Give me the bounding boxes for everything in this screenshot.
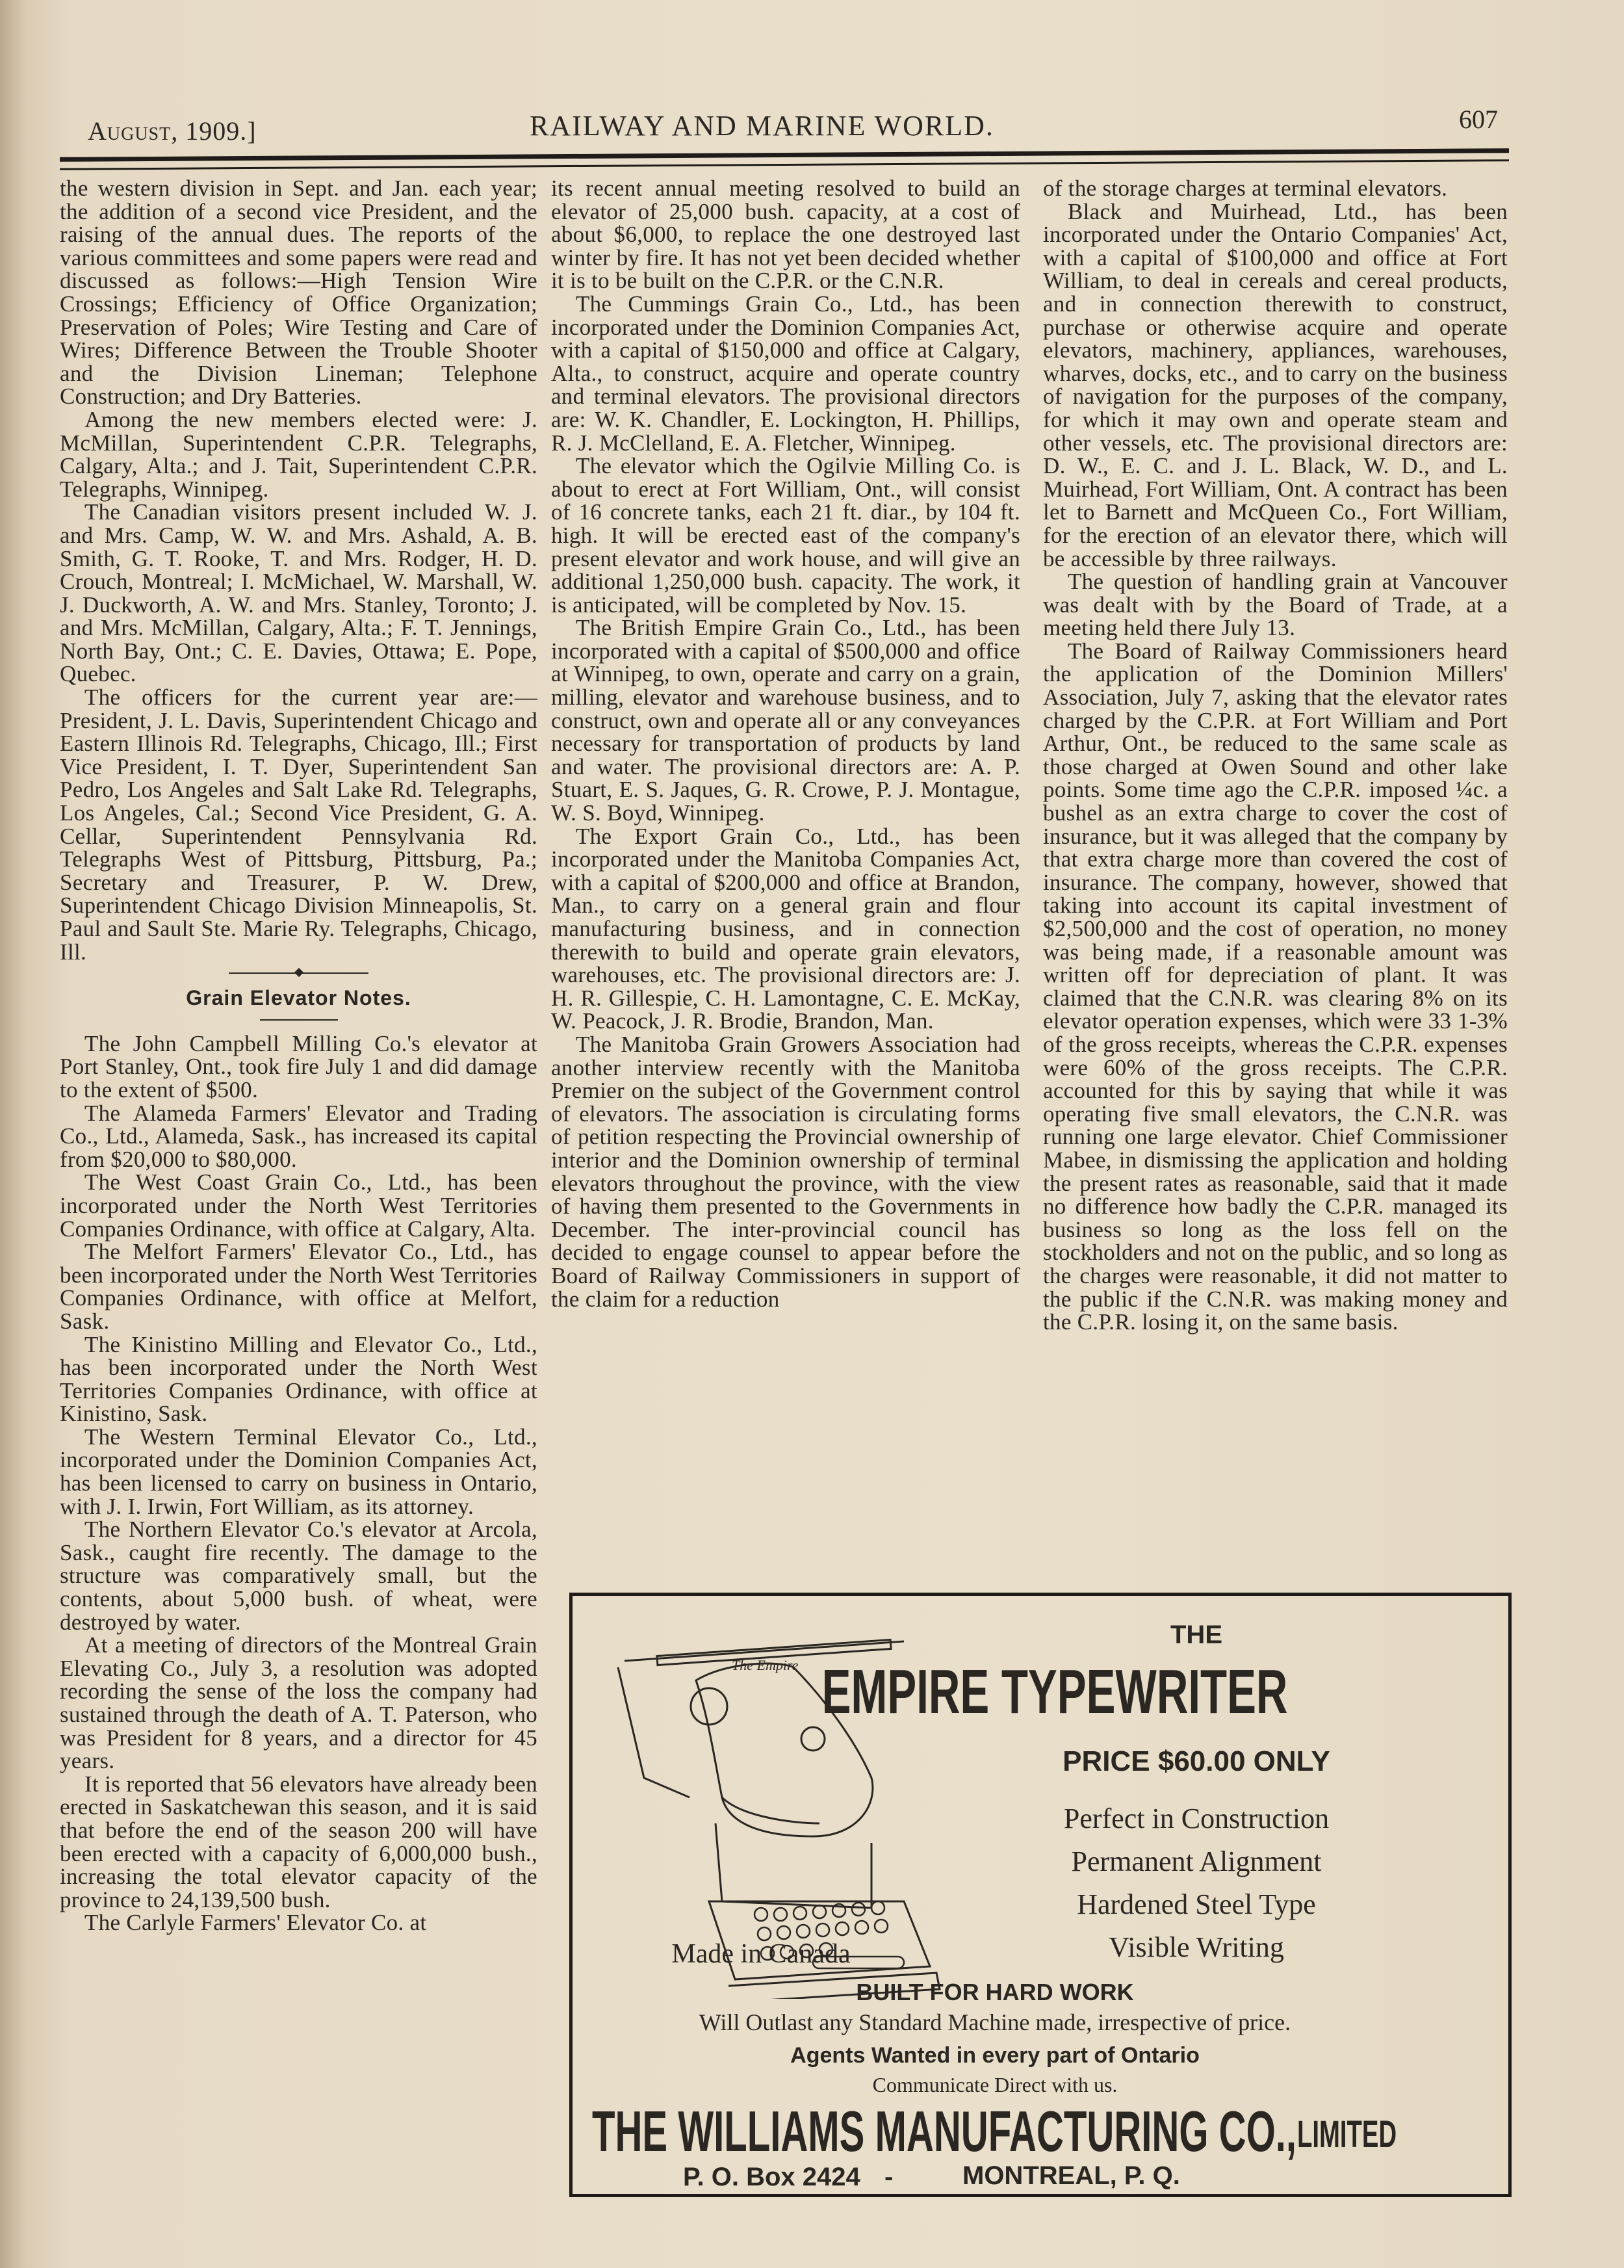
section-divider	[60, 963, 537, 983]
paragraph: The Carlyle Farmers' Elevator Co. at	[84, 1910, 427, 1936]
paragraph: The Export Grain Co., Ltd., has been incorporated under the Manitoba Companies Act, with a capital of $200,000 and office at Brandon, Man., to carry on a general grain and flour manufacturing business, and in connection therewith to build and operate grain elevators, warehouses, etc. The provisional directors are: J. H. R. Gillespie, C. H. Lamontagne, C. E. McKay, W. Peacock, J. R. Brodie, Brandon, Man.	[551, 823, 1020, 1034]
paragraph: The Canadian visitors present included W. J. and Mrs. Camp, W. W. and Mrs. Ashald, A. B. Smith, G. T. Rooke, T. and Mrs. Rodger, H. D. Crouch, Montreal; I. McMichael, W. Marshall, W. J. Duckworth, A. W. and Mrs. Stanley, Toronto; J. and Mrs. McMillan, Calgary, Alta.; F. T. Jennings, North Bay, Ont.; C. E. Davies, Ottawa; E. Pope, Quebec.	[60, 499, 537, 687]
ad-company: THE WILLIAMS MANUFACTURING CO.,	[592, 2099, 1297, 2163]
paragraph: The elevator which the Ogilvie Milling Co. is about to erect at Fort William, Ont., will consist of 16 concrete tanks, each 21 ft. diar., by 104 ft. high. It will be erected east of the company's present elevator and work house, and will give an additional 1,250,000 bush. capacity. The work, it is anticipated, will be completed by Nov. 15.	[551, 453, 1020, 618]
ad-communicate: Communicate Direct with us.	[872, 2073, 1118, 2096]
ad-feature: Perfect in Construction	[1063, 1803, 1330, 1834]
column-1	[60, 177, 537, 1935]
ad-feature: Hardened Steel Type	[1077, 1888, 1316, 1920]
column-3	[1043, 177, 1508, 1334]
ad-feature: Permanent Alignment	[1071, 1845, 1322, 1877]
machine-nameplate: The Empire	[732, 1657, 799, 1673]
publication-title: RAILWAY AND MARINE WORLD.	[530, 110, 994, 142]
section-heading: Grain Elevator Notes.	[186, 986, 411, 1010]
ad-feature: Visible Writing	[1109, 1931, 1284, 1963]
ad-outlast: Will Outlast any Standard Machine made, irrespective of price.	[699, 2009, 1291, 2035]
paragraph: The Cummings Grain Co., Ltd., has been incorporated under the Dominion Companies Act, with a capital of $150,000 and office at Calgary, Alta., to construct, acquire and operate country and terminal elevators. The provisional directors are: W. K. Chandler, E. Lockington, H. Phillips, R. J. McClelland, E. A. Fletcher, Winnipeg.	[551, 291, 1020, 456]
paragraph: The Northern Elevator Co.'s elevator at Arcola, Sask., caught fire recently. The damage to the structure was comparatively small, but the contents, about 5,000 bush. of wheat, were destroyed by water.	[60, 1517, 537, 1635]
paragraph: The Alameda Farmers' Elevator and Trading Co., Ltd., Alameda, Sask., has increased its capital from $20,000 to $80,000.	[60, 1100, 537, 1172]
ad-company-line	[592, 2099, 1495, 2163]
paragraph: of the storage charges at terminal elevators.	[1043, 176, 1448, 201]
paragraph: At a meeting of directors of the Montreal Grain Elevating Co., July 3, a resolution was adopted recording the sense of the loss the company had sustained through the death of A. T. Paterson, who was President for 8 years, and a director for 45 years.	[60, 1632, 537, 1774]
heading-rule	[260, 1019, 338, 1026]
ad-made-in: Made in Canada	[671, 1939, 851, 1969]
ad-the: THE	[1170, 1621, 1222, 1649]
paragraph: The John Campbell Milling Co.'s elevator at Port Stanley, Ont., took fire July 1 and did damage to the extent of $500.	[60, 1030, 537, 1102]
typewriter-advertisement	[569, 1593, 1512, 2197]
paragraph: The Kinistino Milling and Elevator Co., Ltd., has been incorporated under the North West Territories Companies Ordinance, with office at Kinistino, Sask.	[60, 1331, 537, 1427]
ad-agents: Agents Wanted in every part of Ontario	[790, 2043, 1200, 2068]
paragraph: It is reported that 56 elevators have already been erected in Saskatchewan this season, and it is said that before the end of the season 200 will have been erected with a capacity of 6,000,000 bush., increasing the total elevator capacity of the province to 24,139,500 bush.	[60, 1771, 537, 1912]
ad-price: PRICE $60.00 ONLY	[1063, 1745, 1330, 1777]
paragraph: The Board of Railway Commissioners heard the application of the Dominion Millers' Association, July 7, asking that the elevator rates charged by the C.P.R. at Fort William and Port Arthur, Ont., be reduced to the same scale as those charged at Owen Sound and other lake points. Some time ago the C.P.R. imposed ¼c. a bushel as an extra charge to cover the cost of insurance, but it was alleged that the company by that extra charge more than covered the cost of insurance. The company, however, showed that taking into account its capital investment of $2,500,000 and the cost of operation, no money was being made, if a reasonable amount was written off for depreciation of plant. It was claimed that the C.N.R. was clearing 8% on its elevator operation expenses, which were 33 1-3% of the gross receipts, whereas the C.P.R. expenses were 60% of the gross receipts. The C.P.R. accounted for this by saying that while it was operating five small elevators, the C.N.R. was running one large elevator. Chief Commissioner Mabee, in dismissing the application and holding the present rates as reasonable, said that it made no difference how badly the C.P.R. managed its business so long as the loss fell on the stockholders and not on the public, and so long as the charges were reasonable, it did not matter to the public if the C.N.R. was making money and the C.P.R. losing it, on the same basis.	[1043, 638, 1508, 1335]
paragraph: its recent annual meeting resolved to build an elevator of 25,000 bush. capacity, at a cost of about $6,000, to replace the one destroyed last winter by fire. It has not yet been decided whether it is to be built on the C.P.R. or the C.N.R.	[551, 176, 1020, 294]
paragraph: The officers for the current year are:—President, J. L. Davis, Superintendent Chicago and Eastern Illinois Rd. Telegraphs, Chicago, Ill.; First Vice President, I. T. Dyer, Superintendent San Pedro, Los Angeles and Salt Lake Rd. Telegraphs, Los Angeles, Cal.; Second Vice President, G. A. Cellar, Superintendent Pennsylvania Rd. Telegraphs West of Pittsburg, Pittsburg, Pa.; Secretary and Treasurer, P. W. Drew, Superintendent Chicago Division Minneapolis, St. Paul and Sault Ste. Marie Ry. Telegraphs, Chicago, Ill.	[60, 684, 537, 965]
ad-dash: -	[884, 2163, 894, 2191]
ad-headline-text: EMPIRE TYPEWRITER	[821, 1657, 1288, 1727]
column-2	[551, 177, 1020, 1310]
paragraph: Black and Muirhead, Ltd., has been incorporated under the Ontario Companies' Act, with a capital of $100,000 and office at Fort William, to deal in cereals and cereal products, and in connection therewith to construct, purchase or otherwise acquire and operate elevators, machinery, appliances, warehouses, wharves, docks, etc., and to carry on the business of navigation for the purposes of the company, for which it may own and operate steam and other vessels, etc. The provisional directors are: D. W., E. C. and J. L. Black, W. D., and L. Muirhead, Fort William, Ont. A contract has been let to Barnett and McQueen Co., Fort William, for the erection of an elevator there, which will be accessible by three railways.	[1043, 198, 1508, 571]
header-rule-thick	[60, 148, 1509, 162]
paragraph: The Manitoba Grain Growers Association had another interview recently with the Manitoba Premier on the subject of the Government control of elevators. The association is circulating forms of petition respecting the Provincial ownership of interior and the Dominion ownership of terminal elevators throughout the province, with the view of having them presented to the Governments in December. The inter-provincial council has decided to engage counsel to appear before the Board of Railway Commissioners in support of the claim for a reduction	[551, 1031, 1020, 1312]
ad-limited: LIMITED	[1297, 2113, 1397, 2156]
ad-city: MONTREAL, P. Q.	[962, 2161, 1180, 2190]
ad-po-box: P. O. Box 2424	[683, 2163, 860, 2191]
ad-built: BUILT FOR HARD WORK	[856, 1979, 1134, 2005]
paragraph: the western division in Sept. and Jan. each year; the addition of a second vice President, and the raising of the annual dues. The reports of the various committees and some papers were read and discussed as follows:—High Tension Wire Crossings; Efficiency of Office Organization; Preservation of Poles; Wire Testing and Care of Wires; Difference Between the Trouble Shooter and the Division Lineman; Telephone Construction; and Dry Batteries.	[60, 176, 537, 410]
header-rule-thin	[60, 159, 1509, 170]
paragraph: The Western Terminal Elevator Co., Ltd., incorporated under the Dominion Companies Act, has been licensed to carry on business in Ontario, with J. I. Irwin, Fort William, as its attorney.	[60, 1424, 537, 1519]
paragraph: The question of handling grain at Vancouver was dealt with by the Board of Trade, at a meeting held there July 13.	[1043, 569, 1508, 641]
paragraph: Among the new members elected were: J. McMillan, Superintendent C.P.R. Telegraphs, Calgary, Alta.; and J. Tait, Superintendent C.P.R. Telegraphs, Winnipeg.	[60, 406, 537, 502]
paragraph: The West Coast Grain Co., Ltd., has been incorporated under the North West Territories Companies Ordinance, with office at Calgary, Alta.	[60, 1169, 537, 1242]
ad-headline	[573, 1657, 1446, 1732]
paragraph: The British Empire Grain Co., Ltd., has been incorporated with a capital of $500,000 and office at Winnipeg, to own, operate and carry on a grain, milling, elevator and warehouse business, and to construct, own and operate all or any conveyances necessary for transportation of products by land and water. The provisional directors are: A. P. Stuart, E. S. Jaques, G. R. Crowe, P. J. Montague, W. S. Boyd, Winnipeg.	[551, 615, 1020, 826]
issue-date: August, 1909.]	[88, 116, 257, 146]
page-number: 607	[1459, 105, 1498, 134]
paragraph: The Melfort Farmers' Elevator Co., Ltd., has been incorporated under the North West Territories Companies Ordinance, with office at Melfort, Sask.	[60, 1239, 537, 1334]
